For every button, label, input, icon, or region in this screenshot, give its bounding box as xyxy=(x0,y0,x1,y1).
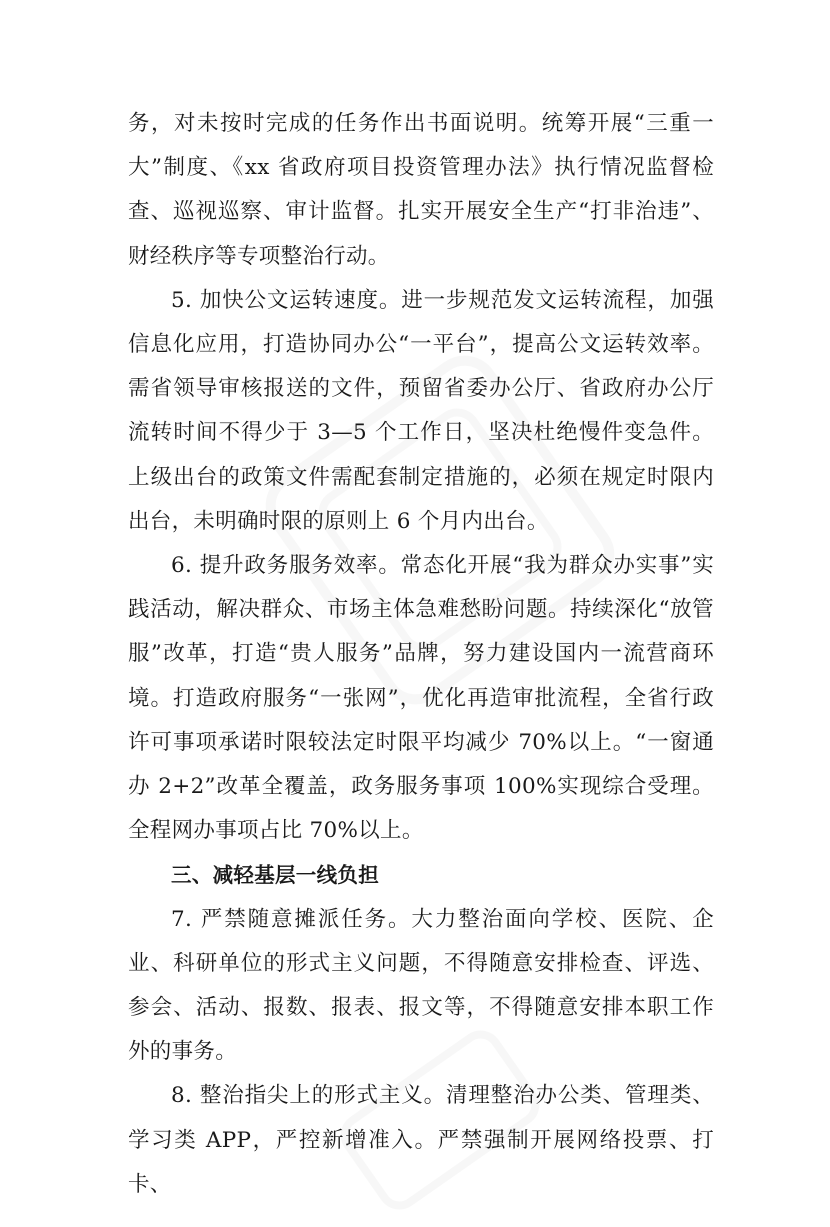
paragraph-item-8: 8. 整治指尖上的形式主义。清理整治办公类、管理类、学习类 APP，严控新增准入。严禁强制开展网络投票、打卡、 xyxy=(128,1083,714,1197)
paragraph-continuation: 务，对未按时完成的任务作出书面说明。统筹开展“三重一大”制度、《xx 省政府项目投资管理办法》执行情况监督检查、巡视巡察、审计监督。扎实开展安全生产“打非治违”、财经秩序等专项整治行动。 xyxy=(128,111,714,269)
document-body xyxy=(128,102,714,1207)
paragraph-item-7: 7. 严禁随意摊派任务。大力整治面向学校、医院、企业、科研单位的形式主义问题，不得随意安排检查、评选、参会、活动、报数、报表、报文等，不得随意安排本职工作外的事务。 xyxy=(128,906,714,1065)
paragraph-item-6: 6. 提升政务服务效率。常态化开展“我为群众办实事”实践活动，解决群众、市场主体急难愁盼问题。持续深化“放管服”改革，打造“贵人服务”品牌，努力建设国内一流营商环境。打造政府服务“一张网”，优化再造审批流程，全省行政许可事项承诺时限较法定时限平均减少 70%以上。“一窗通办 2+2”改革全覆盖，政务服务事项 100%实现综合受理。全程网办事项占比 70%以上。 xyxy=(128,553,714,844)
paragraph-item-5: 5. 加快公文运转速度。进一步规范发文运转流程，加强信息化应用，打造协同办公“一平台”，提高公文运转效率。需省领导审核报送的文件，预留省委办公厅、省政府办公厅流转时间不得少于 3—5 个工作日，坚决杜绝慢件变急件。上级出台的政策文件需配套制定措施的，必须在规定时限内出台，未明确时限的原则上 6 个月内出台。 xyxy=(128,287,714,534)
section-heading-3: 三、减轻基层一线负担 xyxy=(171,863,379,888)
